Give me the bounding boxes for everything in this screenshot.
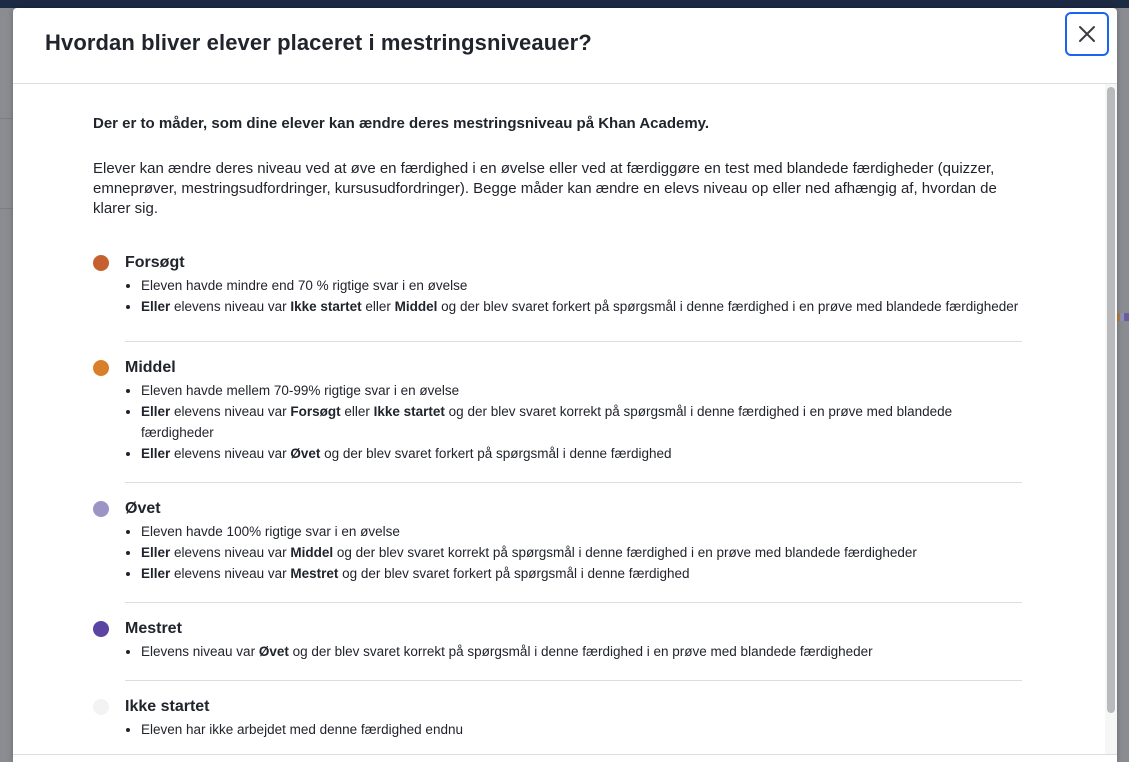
lead-text: Der er to måder, som dine elever kan ændre deres mestringsniveau på Khan Academy. <box>93 115 710 132</box>
modal-body[interactable] <box>13 84 1117 754</box>
criterion-emphasis: Eller <box>141 545 171 560</box>
criterion-text: Eleven havde mindre end 70 % rigtige svar i en øvelse <box>141 278 468 293</box>
level-name: Ikke startet <box>125 698 210 715</box>
background-progress-stripe <box>1116 313 1129 321</box>
level-mastered <box>93 617 1023 662</box>
criterion-text: elevens niveau var <box>170 299 291 314</box>
criteria-list <box>93 380 1023 464</box>
criterion-text: og der blev svaret forkert på spørgsmål i denne færdighed <box>320 446 672 461</box>
criterion-emphasis: Øvet <box>258 644 289 659</box>
criterion-item <box>141 719 1023 740</box>
criterion-emphasis: Øvet <box>290 446 321 461</box>
close-icon <box>1078 25 1096 43</box>
criterion-emphasis: Ikke startet <box>290 299 362 314</box>
modal-footer-divider <box>13 754 1117 755</box>
criterion-text: og der blev svaret korrekt på spørgsmål i denne færdighed i en prøve med blandede færdigheder <box>141 404 953 440</box>
criterion-text: og der blev svaret korrekt på spørgsmål i denne færdighed i en prøve med blandede færdigheder <box>288 644 873 659</box>
level-header <box>93 251 1023 275</box>
criterion-text: eller <box>340 404 374 419</box>
level-header <box>93 695 1023 719</box>
level-divider <box>125 602 1022 603</box>
criterion-item <box>141 296 1023 317</box>
criterion-text: Eleven havde mellem 70-99% rigtige svar i en øvelse <box>141 383 460 398</box>
criterion-text: og der blev svaret korrekt på spørgsmål i denne færdighed i en prøve med blandede færdigheder <box>333 545 917 560</box>
criterion-emphasis: Mestret <box>290 566 339 581</box>
criterion-item <box>141 443 1023 464</box>
criterion-emphasis: Eller <box>141 446 171 461</box>
level-header <box>93 617 1023 641</box>
background-divider <box>0 118 13 119</box>
modal-scrollbar[interactable] <box>1105 84 1117 754</box>
criteria-list <box>93 719 1023 740</box>
criterion-item <box>141 521 1023 542</box>
modal-title: Hvordan bliver elever placeret i mestringsniveauer? <box>45 30 592 55</box>
not-started-dot-icon <box>93 699 109 715</box>
criterion-emphasis: Eller <box>141 566 171 581</box>
criterion-item <box>141 275 1023 296</box>
attempted-dot-icon <box>93 255 109 271</box>
background-top-bar <box>0 0 1129 8</box>
criterion-emphasis: Eller <box>141 299 171 314</box>
level-divider <box>125 482 1022 483</box>
background-divider <box>0 208 13 209</box>
level-not-started <box>93 695 1023 740</box>
criterion-text: Eleven havde 100% rigtige svar i en øvelse <box>141 524 400 539</box>
criterion-text: elevens niveau var <box>170 566 291 581</box>
criterion-text: og der blev svaret forkert på spørgsmål i denne færdighed i en prøve med blandede færdigheder <box>437 299 1019 314</box>
criteria-list <box>93 641 1023 662</box>
scrollbar-thumb[interactable] <box>1107 87 1115 713</box>
criterion-text: Eleven har ikke arbejdet med denne færdighed endnu <box>141 722 463 737</box>
level-divider <box>125 341 1022 342</box>
criteria-list <box>93 275 1023 317</box>
proficient-dot-icon <box>93 501 109 517</box>
criterion-text: elevens niveau var <box>170 446 291 461</box>
criterion-emphasis: Ikke startet <box>373 404 445 419</box>
intro-text: Elever kan ændre deres niveau ved at øve en færdighed i en øvelse eller ved at færdiggøre en test med blandede færdigheder (quizzer, emneprøver, mestringsudfordringer, kursusudfordringer). Begge måder kan ændre en elevs niveau op eller ned afhængig af, hvordan de klarer sig. <box>93 160 997 217</box>
criterion-text: Elevens niveau var <box>141 644 259 659</box>
level-proficient <box>93 497 1023 584</box>
level-name: Øvet <box>125 500 161 517</box>
criterion-item <box>141 380 1023 401</box>
criterion-emphasis: Eller <box>141 404 171 419</box>
criteria-list <box>93 521 1023 584</box>
level-name: Middel <box>125 359 176 376</box>
criterion-emphasis: Forsøgt <box>290 404 341 419</box>
level-attempted <box>93 251 1023 317</box>
criterion-emphasis: Middel <box>290 545 334 560</box>
close-button[interactable] <box>1065 12 1109 56</box>
level-name: Mestret <box>125 620 182 637</box>
criterion-item <box>141 641 1023 662</box>
level-header <box>93 497 1023 521</box>
criterion-emphasis: Middel <box>394 299 438 314</box>
mastered-dot-icon <box>93 621 109 637</box>
level-familiar <box>93 356 1023 464</box>
familiar-dot-icon <box>93 360 109 376</box>
criterion-text: elevens niveau var <box>170 404 291 419</box>
criterion-text: eller <box>361 299 395 314</box>
level-divider <box>125 680 1022 681</box>
criterion-text: og der blev svaret forkert på spørgsmål i denne færdighed <box>338 566 690 581</box>
criterion-item <box>141 401 1023 443</box>
modal-header <box>13 8 1117 84</box>
criterion-item <box>141 542 1023 563</box>
criterion-text: elevens niveau var <box>170 545 291 560</box>
level-name: Forsøgt <box>125 254 185 271</box>
level-header <box>93 356 1023 380</box>
criterion-item <box>141 563 1023 584</box>
mastery-levels-modal <box>13 8 1117 762</box>
